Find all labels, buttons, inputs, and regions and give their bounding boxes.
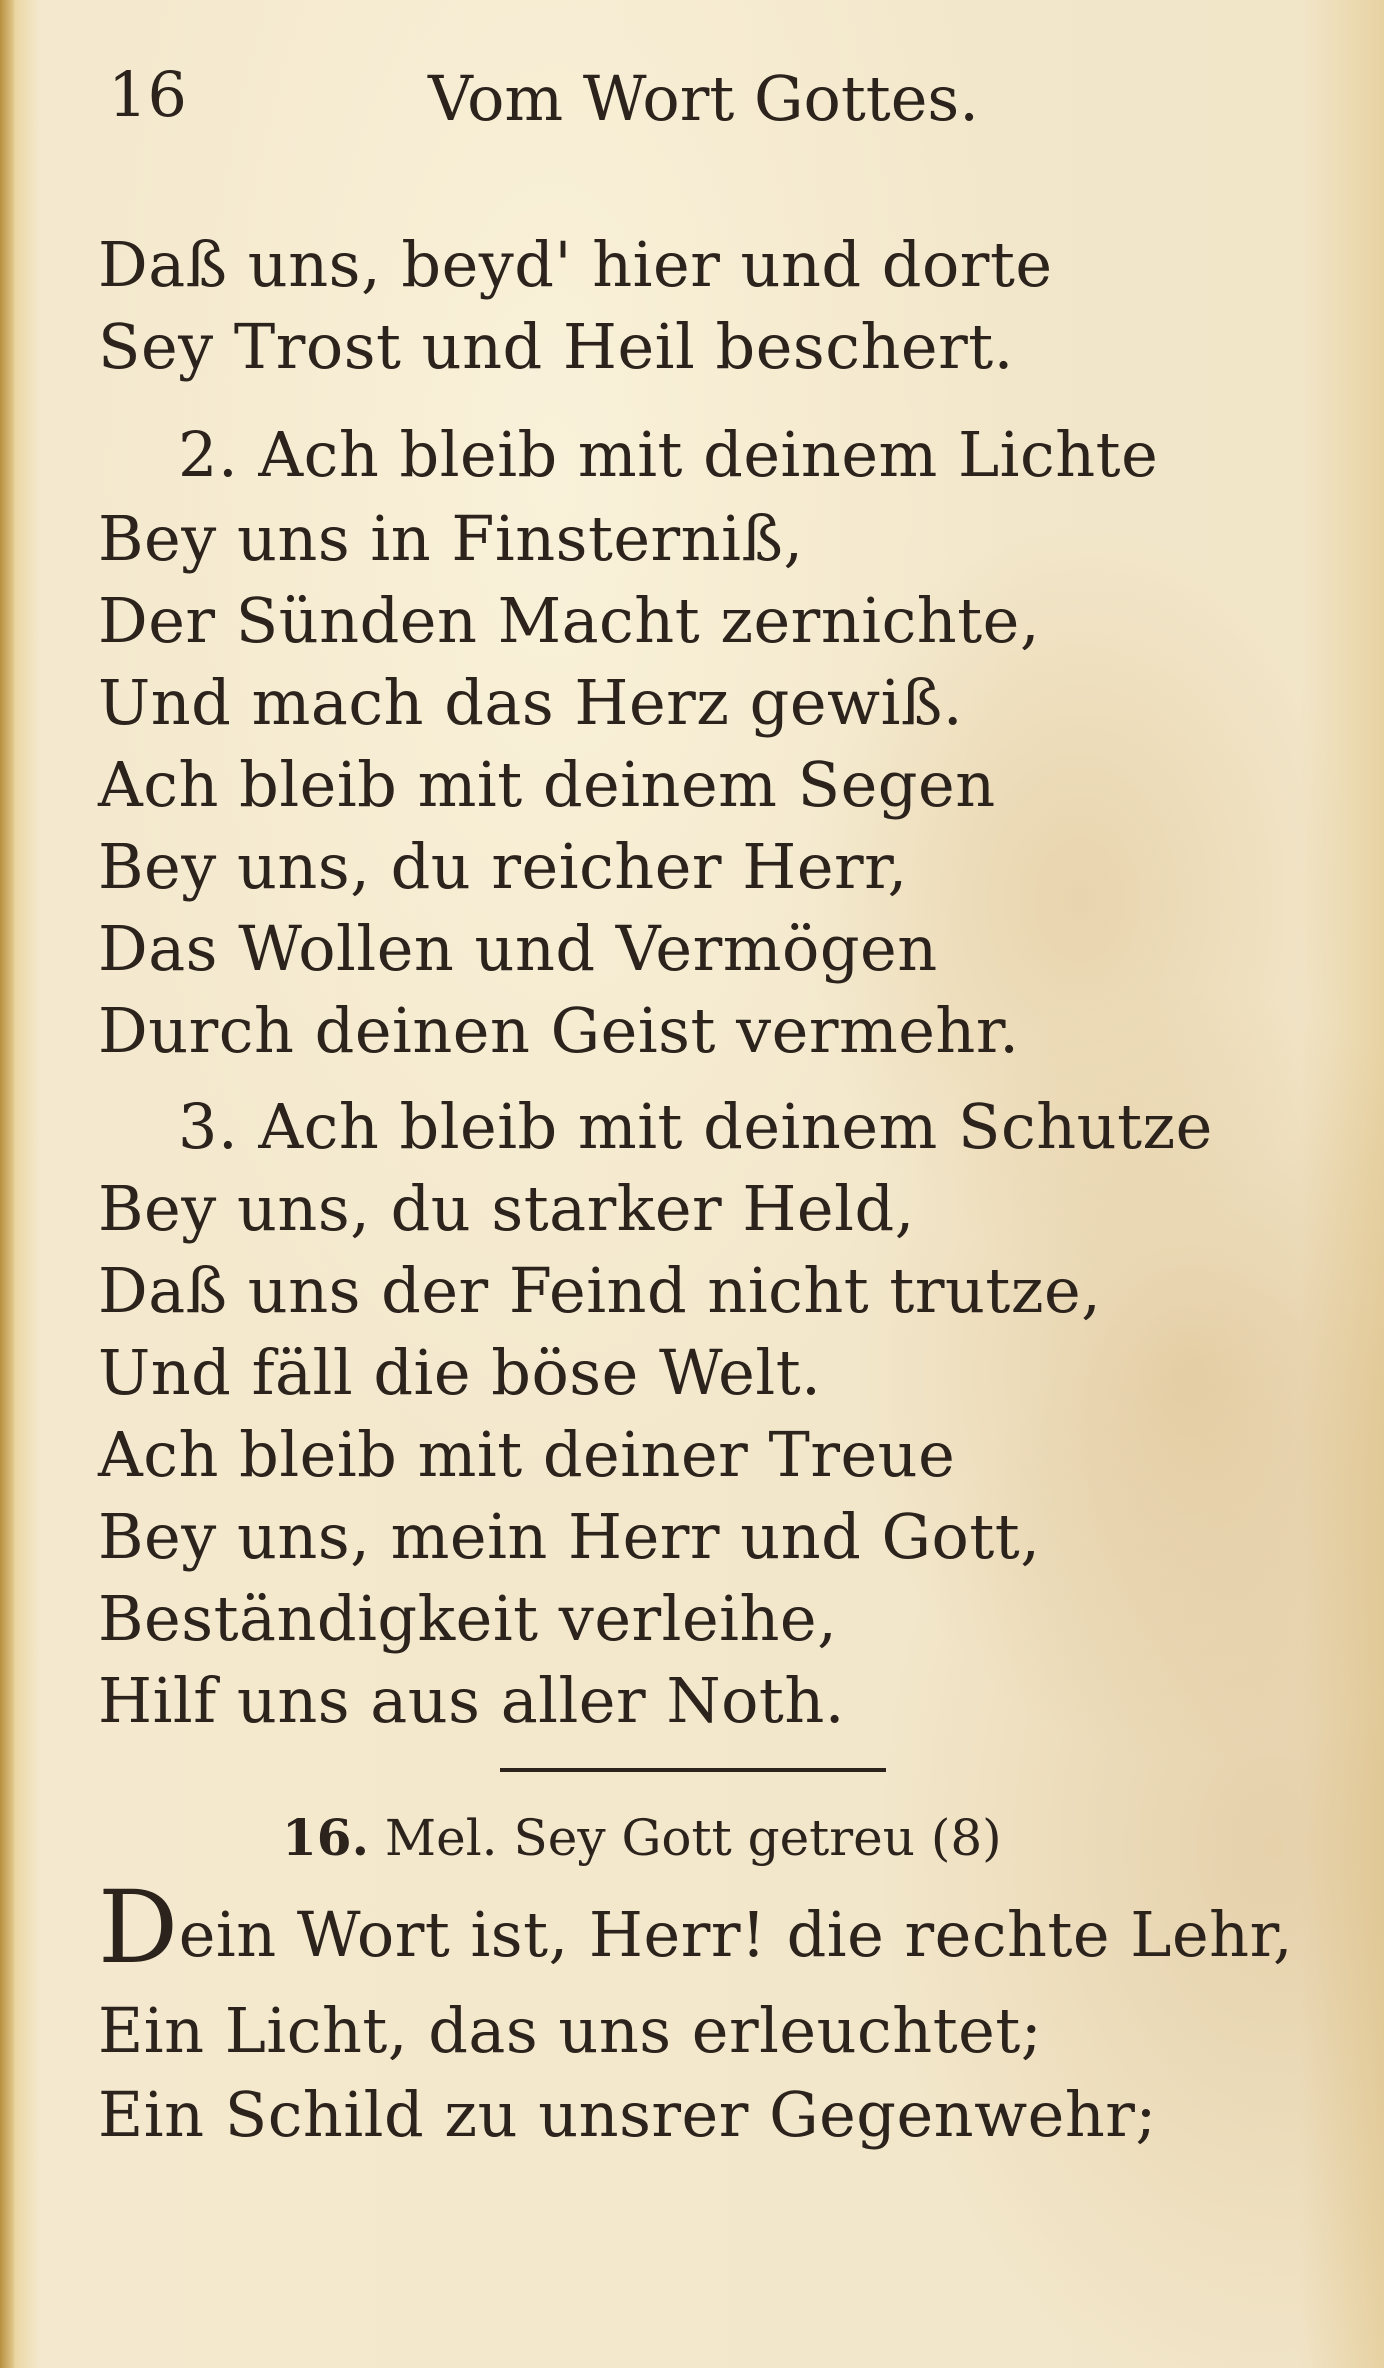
stanza-2-line: Bey uns, du reicher Herr, — [98, 830, 908, 903]
stanza-3-line: Bey uns, mein Herr und Gott, — [98, 1500, 1041, 1573]
page-number: 16 — [108, 58, 187, 131]
hymn-line: Ein Schild zu unsrer Gegenwehr; — [98, 2078, 1157, 2151]
verse-line: Sey Trost und Heil beschert. — [98, 310, 1014, 383]
running-title: Vom Wort Gottes. — [428, 62, 979, 135]
stanza-2-line: Bey uns in Finsterniß, — [98, 502, 804, 575]
verse-line: Daß uns, beyd' hier und dorte — [98, 228, 1053, 301]
hymn-line: Ein Licht, das uns erleuchtet; — [98, 1994, 1043, 2067]
hymn-first-line — [98, 1869, 1294, 1986]
hymn-melody: Mel. Sey Gott getreu (8) — [384, 1809, 1002, 1867]
hymn-number: 16. — [282, 1808, 369, 1867]
stanza-2-line: 2. Ach bleib mit deinem Lichte — [178, 418, 1159, 491]
stanza-2-line: Durch deinen Geist vermehr. — [98, 994, 1020, 1067]
stanza-3-line: Beständigkeit verleihe, — [98, 1582, 838, 1655]
section-divider — [500, 1768, 886, 1772]
stanza-3-line: Ach bleib mit deiner Treue — [98, 1418, 956, 1491]
stanza-3-line: Daß uns der Feind nicht trutze, — [98, 1254, 1102, 1327]
stanza-3-line: 3. Ach bleib mit deinem Schutze — [178, 1090, 1213, 1163]
stanza-2-line: Ach bleib mit deinem Segen — [98, 748, 996, 821]
stanza-3-line: Hilf uns aus aller Noth. — [98, 1664, 845, 1737]
first-line-text: ein Wort ist, Herr! die rechte Lehr, — [178, 1898, 1294, 1971]
stanza-2-line: Das Wollen und Vermögen — [98, 912, 938, 985]
page-edge — [0, 0, 14, 2368]
stanza-3-line: Bey uns, du starker Held, — [98, 1172, 915, 1245]
hymn-heading — [282, 1808, 1002, 1867]
stanza-2-line: Und mach das Herz gewiß. — [98, 666, 964, 739]
stanza-3-line: Und fäll die böse Welt. — [98, 1336, 822, 1409]
drop-cap: D — [98, 1869, 179, 1986]
stanza-2-line: Der Sünden Macht zernichte, — [98, 584, 1041, 657]
